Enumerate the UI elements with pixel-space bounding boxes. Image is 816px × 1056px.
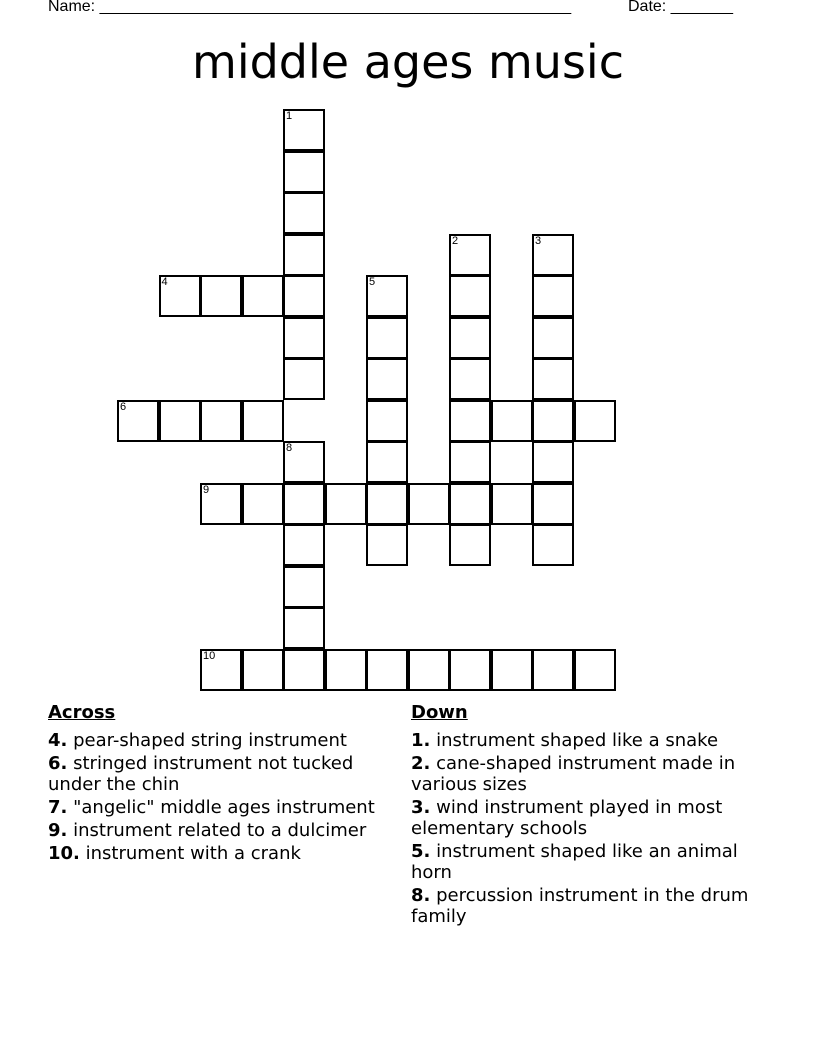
grid-cell[interactable] (532, 524, 574, 566)
grid-cell[interactable] (283, 483, 325, 525)
grid-cell[interactable] (242, 275, 284, 317)
grid-cell[interactable] (325, 483, 367, 525)
grid-cell[interactable] (449, 234, 491, 276)
grid-cell[interactable] (491, 400, 533, 442)
grid-cell[interactable] (449, 358, 491, 400)
grid-cell[interactable] (366, 483, 408, 525)
clue-number: 9. (48, 820, 68, 841)
clue-down-5 (411, 841, 756, 883)
date-label: Date: (628, 0, 667, 15)
clue-number: 10. (48, 843, 80, 864)
grid-cell[interactable] (408, 649, 450, 691)
clue-across-9 (48, 820, 393, 841)
cell-number: 3 (535, 234, 542, 247)
cell-number: 10 (203, 649, 216, 662)
grid-cell[interactable] (283, 607, 325, 649)
clue-number: 4. (48, 730, 68, 751)
grid-cell[interactable] (532, 275, 574, 317)
grid-cell[interactable] (200, 275, 242, 317)
grid-cell[interactable] (449, 649, 491, 691)
cell-number: 1 (286, 110, 293, 122)
grid-cell[interactable] (200, 649, 242, 691)
grid-cell[interactable] (159, 400, 201, 442)
grid-cell[interactable] (283, 275, 325, 317)
down-heading: Down (411, 702, 468, 723)
clue-text: percussion instrument in the drum family (411, 885, 749, 927)
across-clues (48, 700, 393, 866)
grid-cell[interactable] (283, 192, 325, 234)
grid-cell[interactable] (242, 649, 284, 691)
grid-cell[interactable] (366, 524, 408, 566)
grid-cell[interactable] (449, 441, 491, 483)
clue-number: 3. (411, 797, 431, 818)
clue-down-1 (411, 730, 756, 751)
grid-cell[interactable] (366, 317, 408, 359)
clue-number: 2. (411, 753, 431, 774)
grid-cell[interactable] (532, 649, 574, 691)
clue-number: 6. (48, 753, 68, 774)
name-label: Name: (48, 0, 96, 15)
grid-cell[interactable] (283, 109, 325, 151)
grid-cell[interactable] (449, 275, 491, 317)
cell-number: 5 (369, 276, 376, 288)
grid-cell[interactable] (366, 441, 408, 483)
clue-text: "angelic" middle ages instrument (73, 797, 375, 818)
grid-cell[interactable] (449, 317, 491, 359)
clue-across-4 (48, 730, 393, 751)
grid-cell[interactable] (200, 483, 242, 525)
down-clues (411, 700, 756, 929)
grid-cell[interactable] (532, 317, 574, 359)
grid-cell[interactable] (283, 234, 325, 276)
clue-number: 5. (411, 841, 431, 862)
grid-cell[interactable] (532, 400, 574, 442)
cell-number: 9 (203, 483, 210, 496)
clue-across-10 (48, 843, 393, 864)
grid-cell[interactable] (574, 649, 616, 691)
grid-cell[interactable] (325, 649, 367, 691)
grid-cell[interactable] (117, 400, 159, 442)
grid-cell[interactable] (532, 441, 574, 483)
clue-down-8 (411, 885, 756, 927)
grid-cell[interactable] (408, 483, 450, 525)
cell-number: 6 (120, 400, 127, 413)
clue-text: wind instrument played in most elementary schools (411, 797, 723, 839)
grid-cell[interactable] (366, 649, 408, 691)
cell-number: 2 (452, 234, 459, 247)
grid-cell[interactable] (366, 400, 408, 442)
cell-number: 8 (286, 442, 293, 454)
grid-cell[interactable] (283, 151, 325, 193)
grid-cell[interactable] (366, 358, 408, 400)
grid-cell[interactable] (532, 483, 574, 525)
grid-cell[interactable] (449, 524, 491, 566)
clue-text: stringed instrument not tucked under the chin (48, 753, 354, 795)
grid-cell[interactable] (283, 524, 325, 566)
clue-down-3 (411, 797, 756, 839)
grid-cell[interactable] (491, 649, 533, 691)
clue-text: instrument shaped like a snake (436, 730, 719, 751)
grid-cell[interactable] (283, 441, 325, 483)
name-field[interactable]: _____________________________________________________ (99, 0, 572, 15)
clue-across-6 (48, 753, 393, 795)
clue-text: instrument shaped like an animal horn (411, 841, 738, 883)
grid-cell[interactable] (449, 483, 491, 525)
clue-text: cane-shaped instrument made in various sizes (411, 753, 736, 795)
clue-text: instrument with a crank (85, 843, 301, 864)
date-field[interactable]: _______ (670, 0, 733, 15)
grid-cell[interactable] (366, 275, 408, 317)
grid-cell[interactable] (532, 358, 574, 400)
grid-cell[interactable] (283, 317, 325, 359)
grid-cell[interactable] (532, 234, 574, 276)
cell-number: 4 (161, 276, 168, 288)
across-heading: Across (48, 702, 116, 723)
clue-number: 1. (411, 730, 431, 751)
grid-cell[interactable] (242, 483, 284, 525)
page-title: middle ages music (192, 35, 624, 89)
clue-text: instrument related to a dulcimer (73, 820, 367, 841)
grid-cell[interactable] (242, 400, 284, 442)
grid-cell[interactable] (283, 358, 325, 400)
grid-cell[interactable] (283, 566, 325, 608)
grid-cell[interactable] (449, 400, 491, 442)
grid-cell[interactable] (200, 400, 242, 442)
grid-cell[interactable] (283, 649, 325, 691)
grid-cell[interactable] (574, 400, 616, 442)
clue-number: 7. (48, 797, 68, 818)
grid-cell[interactable] (159, 275, 201, 317)
clue-down-2 (411, 753, 756, 795)
clue-number: 8. (411, 885, 431, 906)
clue-text: pear-shaped string instrument (73, 730, 347, 751)
clue-across-7 (48, 797, 393, 818)
grid-cell[interactable] (491, 483, 533, 525)
